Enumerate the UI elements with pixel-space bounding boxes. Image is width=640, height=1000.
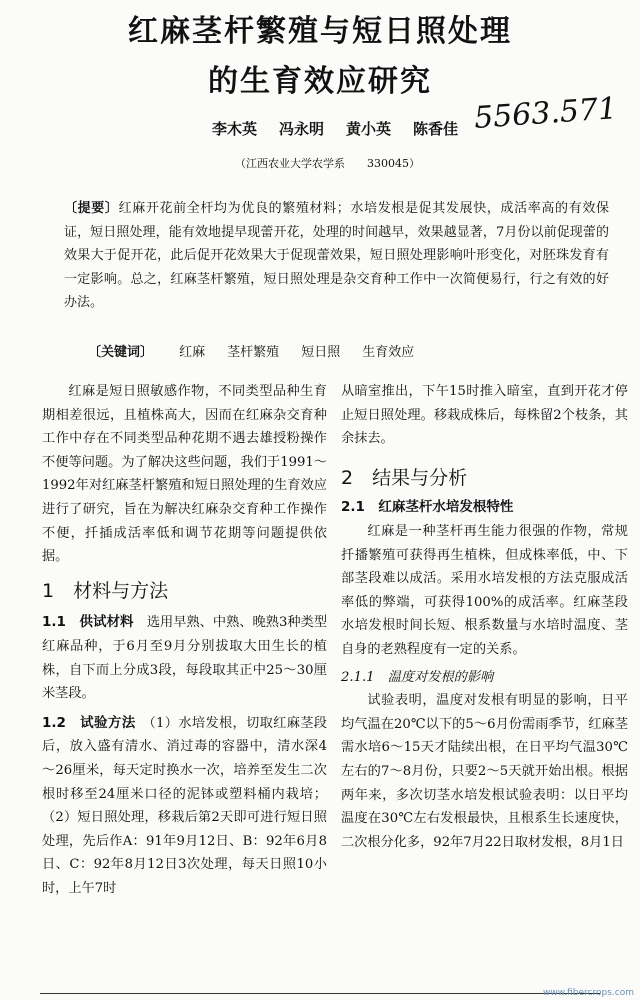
subsection-text-1-1: 选用早熟、中熟、晚熟3种类型红麻品种，于6月至9月分别拔取大田生长的植株，自下而上分成3段，每段取其正中25～30厘米茎段。 bbox=[42, 615, 328, 702]
subsubsection-text-2-1-1: 试验表明，温度对发根有明显的影响，日平均气温在20℃以下的5～6月份需雨季节，红麻茎需水培6～15天才陆续出根，在日平均气温30℃左右的7～8月份，只要2～5天就开始出根。根据两年来，多次切茎水培发根试验表明：以日平均温度在30℃左右发根最快，且根系生长速度快，二次根分化多，92年7月22日取材发根，8月1日 bbox=[341, 693, 628, 850]
author-1: 李木英 bbox=[212, 120, 258, 138]
continued-paragraph: 从暗室推出，下午15时推入暗室，直到开花才停止短日照处理。移栽成株后，每株留2个枝条，其余抹去。 bbox=[341, 384, 628, 447]
keyword: 红麻 bbox=[179, 345, 206, 360]
author-list bbox=[212, 118, 480, 139]
intro-paragraph: 红麻是短日照敏感作物，不同类型品种生育期相差很远，且植株高大，因而在红麻杂交育种工作中存在不同类型品种花期不遇去雄授粉操作不便等问题。为了解决这些问题，我们于1991～1992年对红麻茎杆繁殖和短日照处理的生育效应进行了研究，旨在为解决红麻杂交育种工作操作不便，扦插成活率低和调节花期等问题提供依据。 bbox=[42, 384, 327, 565]
keyword: 茎杆繁殖 bbox=[227, 345, 280, 360]
subsection-heading-1-2: 1.2 试验方法 bbox=[42, 714, 136, 731]
title-line-1: 红麻茎杆繁殖与短日照处理 bbox=[128, 14, 512, 49]
subsection-heading-2-1: 2.1 红麻茎杆水培发根特性 bbox=[341, 499, 514, 516]
title-line-2: 的生育效应研究 bbox=[208, 64, 432, 99]
affiliation: （江西农业大学农学系 330045） bbox=[235, 157, 420, 170]
handwritten-number: 5563.571 bbox=[472, 91, 619, 136]
author-2: 冯永明 bbox=[279, 120, 325, 138]
paragraph-1-1 bbox=[42, 611, 327, 705]
paragraph-1-2 bbox=[42, 712, 327, 901]
author-4: 陈香佳 bbox=[413, 120, 459, 138]
subsection-heading-1-1: 1.1 供试材料 bbox=[42, 614, 134, 631]
subsection-text-1-2: （1）水培发根，切取红麻茎段后，放入盛有清水、消过毒的容器中，清水深4～26厘米，每天定时换水一次，培养至发生二次根时移至24厘米口径的泥钵或塑料桶内栽培；（2）短日照处理，移栽后第2天即可进行短日照处理，先后作A：91年9月12日、B：92年6月8日、C：92年8月12日3次处理，每天日照10小时，上午7时 bbox=[42, 715, 327, 896]
watermark: www.fibercrops.com bbox=[543, 988, 634, 998]
keyword: 生育效应 bbox=[362, 345, 415, 360]
left-column bbox=[42, 380, 327, 900]
author-3: 黄小英 bbox=[346, 120, 392, 138]
keywords bbox=[88, 341, 436, 360]
keywords-label: 〔关键词〕 bbox=[88, 345, 154, 360]
abstract-label: 〔提要〕 bbox=[64, 201, 119, 216]
section-heading-2: 2 结果与分析 bbox=[341, 466, 468, 489]
abstract-text: 红麻开花前全杆均为优良的繁殖材料；水培发根是促其发展快，成活率高的有效保证，短日照处理，能有效地提早现蕾开花，处理的时间越早，效果越显著，7月份以前促现蕾的效果大于促开花，此后促开花效果大于促现蕾效果，短日照处理影响叶形变化，对胚珠发育有一定影响。总之，红麻茎杆繁殖，短日照处理是杂交育种工作中一次简便易行，行之有效的好办法。 bbox=[64, 201, 609, 310]
section-heading-1: 1 材料与方法 bbox=[42, 579, 169, 602]
right-column bbox=[341, 380, 628, 854]
keyword: 短日照 bbox=[301, 345, 341, 360]
subsection-text-2-1: 红麻是一种茎杆再生能力很强的作物，常规扦播繁殖可获得再生植株，但成株率低，中、下部茎段难以成活。采用水培发根的方法克服成活率低的弊端，可获得100%的成活率。红麻茎段水培发根时间长短、根系数量与水培时温度、茎自身的老熟程度有一定的关系。 bbox=[341, 523, 628, 657]
subsubsection-heading-2-1-1: 2.1.1 温度对发根的影响 bbox=[341, 669, 494, 685]
bottom-rule bbox=[40, 993, 600, 994]
abstract bbox=[64, 197, 609, 315]
